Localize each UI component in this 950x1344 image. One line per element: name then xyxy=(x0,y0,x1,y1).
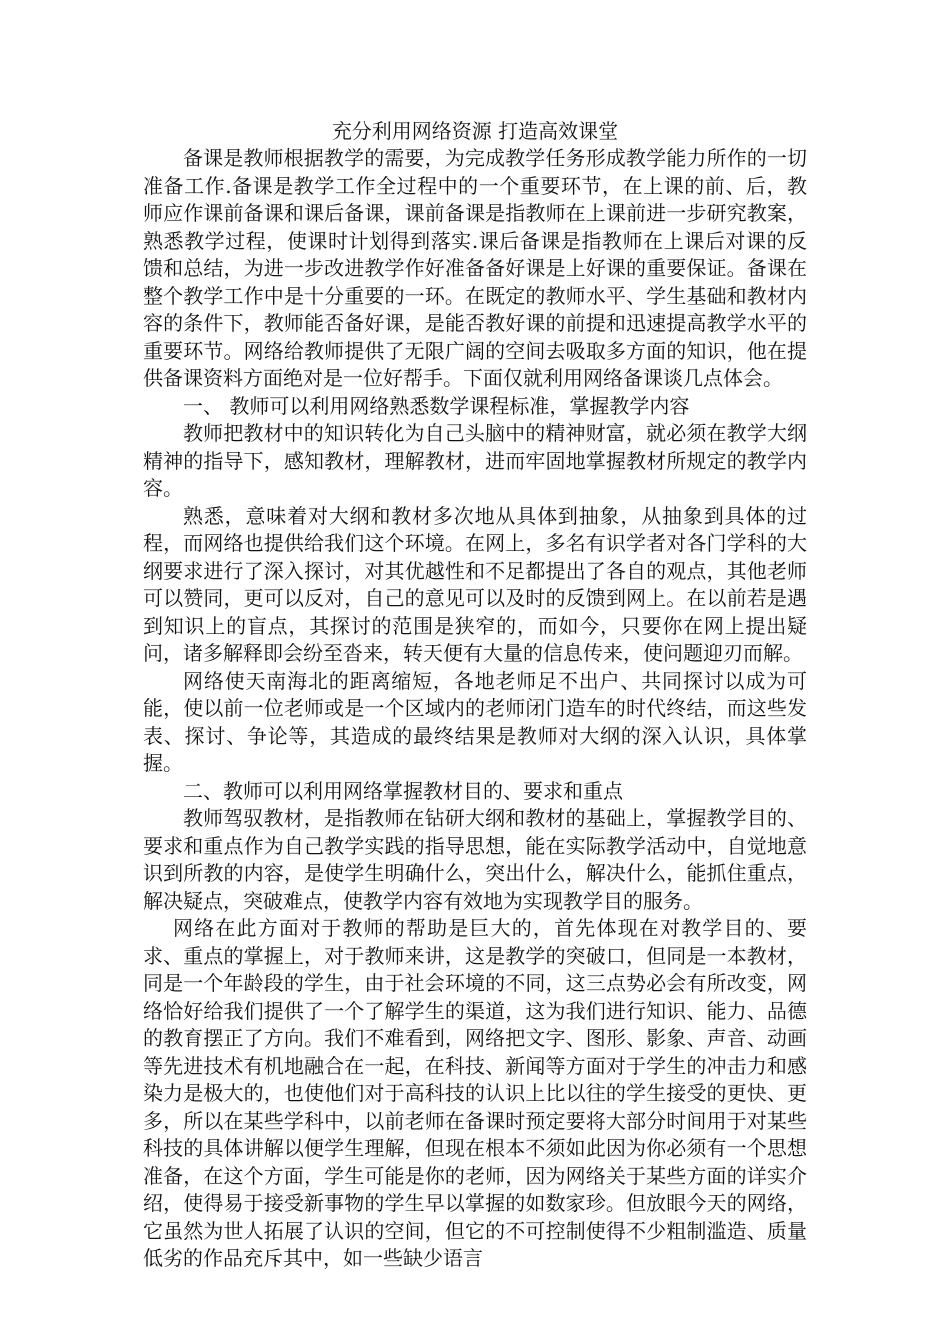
paragraph-2-2: 网络在此方面对于教师的帮助是巨大的，首先体现在对教学目的、要求、重点的掌握上，对于教师来讲，这是教学的突破口，但同是一本教材，同是一个年龄段的学生，由于社会环境的不同，这三点势必会有所改变，网络恰好给我们提供了一个了解学生的渠道，这为我们进行知识、能力、品德的教育摆正了方向。我们不难看到，网络把文字、图形、影象、声音、动画等先进技术有机地融合在一起，在科技、新闻等方面对于学生的冲击力和感染力是极大的，也使他们对于高科技的认识上比以往的学生接受的更快、更多，所以在某些学科中，以前老师在备课时预定要将大部分时间用于对某些科技的具体讲解以便学生理解，但现在根本不须如此因为你必须有一个思想准备，在这个方面，学生可能是你的老师，因为网络关于某些方面的详实介绍，使得易于接受新事物的学生早以掌握的如数家珍。但放眼今天的网络，它虽然为世人拓展了认识的空间，但它的不可控制使得不少粗制滥造、质量低劣的作品充斥其中，如一些缺少语言 xyxy=(143,916,807,1270)
paragraph-2-1: 教师驾驭教材，是指教师在钻研大纲和教材的基础上，掌握教学目的、要求和重点作为自己教学实践的指导思想，能在实际教学活动中，自觉地意识到所教的内容，是使学生明确什么，突出什么，解决什么，能抓住重点，解决疑点，突破难点，使教学内容有效地为实现教学目的服务。 xyxy=(143,806,807,913)
paragraph-1-2: 熟悉，意味着对大纲和教材多次地从具体到抽象，从抽象到具体的过程，而网络也提供给我们这个环境。在网上，多名有识学者对各门学科的大纲要求进行了深入探讨，对其优越性和不足都提出了各自的观点，其他老师可以赞同，更可以反对，自己的意见可以及时的反馈到网上。在以前若是遇到知识上的盲点，其探讨的范围是狭窄的，而如今，只要你在网上提出疑问，诸多解释即会纷至沓来，转天便有大量的信息传来，使问题迎刃而解。 xyxy=(143,503,807,665)
paragraph-1-1: 教师把教材中的知识转化为自己头脑中的精神财富，就必须在教学大纲精神的指导下，感知教材，理解教材，进而牢固地掌握教材所规定的教学内容。 xyxy=(143,421,807,500)
paragraph-1-3: 网络使天南海北的距离缩短，各地老师足不出户、共同探讨以成为可能，使以前一位老师或是一个区域内的老师闭门造车的时代终结，而这些发表、探讨、争论等，其造成的最终结果是教师对大纲的深入认识，具体掌握。 xyxy=(143,668,807,775)
section-heading-2: 二、教师可以利用网络掌握教材目的、要求和重点 xyxy=(183,778,623,803)
document-title: 充分利用网络资源 打造高效课堂 xyxy=(331,119,619,143)
section-heading-1: 一、 教师可以利用网络熟悉数学课程标准，掌握教学内容 xyxy=(183,393,690,418)
paragraph-intro: 备课是教师根据教学的需要，为完成教学任务形成教学能力所作的一切准备工作.备课是教学工作全过程中的一个重要环节，在上课的前、后，教师应作课前备课和课后备课，课前备课是指教师在上课前进一步研究教案，熟悉教学过程，使课时计划得到落实.课后备课是指教师在上课后对课的反馈和总结，为进一步改进教学作好准备备好课是上好课的重要保证。备课在整个教学工作中是十分重要的一环。在既定的教师水平、学生基础和教材内容的条件下，教师能否备好课，是能否教好课的前提和迅速提高教学水平的重要环节。网络给教师提供了无限广阔的空间去吸取多方面的知识，他在提供备课资料方面绝对是一位好帮手。下面仅就利用网络备课谈几点体会。 xyxy=(143,146,807,390)
document-body xyxy=(143,118,807,1273)
